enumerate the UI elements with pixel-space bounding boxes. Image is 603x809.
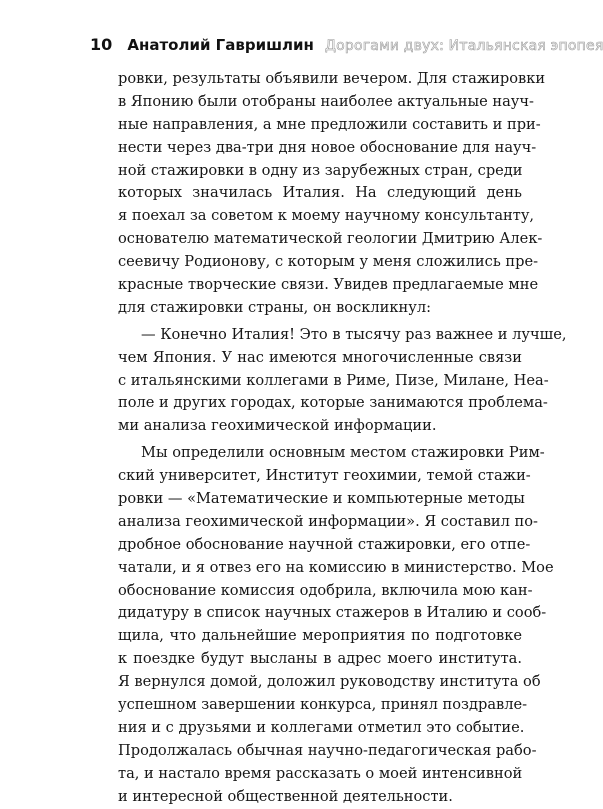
text-line: ные направления, а мне предложили составить и при- bbox=[118, 115, 541, 133]
author-name: Анатолий Гавришлин bbox=[127, 36, 314, 54]
text-line: Мы определили основным местом стажировки Рим- bbox=[141, 444, 545, 462]
text-line: — Конечно Италия! Это в тысячу раз важнее и лучше, bbox=[141, 325, 567, 343]
text-line: успешном завершении конкурса, принял поздравле- bbox=[118, 696, 528, 714]
text-line: ми анализа геохимической информации. bbox=[118, 417, 437, 435]
text-line: та, и настало время рассказать о моей интенсивной bbox=[118, 764, 523, 782]
text-line: ровки — «Математические и компьютерные методы bbox=[118, 490, 525, 508]
text-line: Продолжалась обычная научно-педагогическая рабо- bbox=[118, 741, 537, 759]
text-line: поле и других городах, которые занимаются проблема- bbox=[118, 394, 548, 412]
text-line: красные творческие связи. Увидев предлагаемые мне bbox=[118, 276, 539, 294]
text-line: в Японию были отобраны наиболее актуальные науч- bbox=[118, 92, 534, 110]
text-line: Я вернулся домой, доложил руководству института об bbox=[118, 673, 541, 691]
text-line: чатали, и я отвез его на комиссию в министерство. Мое bbox=[118, 558, 554, 576]
text-line: щила, что дальнейшие мероприятия по подготовке bbox=[118, 627, 522, 645]
text-line: ский университет, Институт геохимии, темой стажи- bbox=[118, 467, 531, 485]
page-number: 10 bbox=[90, 35, 113, 54]
body-text bbox=[118, 68, 567, 809]
running-title: Дорогами двух: Итальянская эпопея bbox=[325, 38, 603, 54]
text-line: чем Япония. У нас имеются многочисленные связи bbox=[118, 348, 522, 366]
text-line: к поездке будут высланы в адрес моего института. bbox=[118, 650, 522, 668]
text-line: дробное обоснование научной стажировки, его отпе- bbox=[118, 535, 531, 553]
text-line: обоснование комиссия одобрила, включила мою кан- bbox=[118, 581, 533, 599]
text-line: я поехал за советом к моему научному консультанту, bbox=[118, 207, 535, 225]
text-line: ровки, результаты объявили вечером. Для стажировки bbox=[118, 70, 546, 87]
text-line: дидатуру в список научных стажеров в Италию и сооб- bbox=[118, 604, 547, 622]
text-line: сеевичу Родионову, с которым у меня сложились пре- bbox=[118, 253, 539, 271]
paragraph bbox=[118, 324, 567, 438]
text-line: анализа геохимической информации». Я составил по- bbox=[118, 512, 538, 530]
text-line: которых значилась Италия. На следующий день bbox=[118, 184, 522, 202]
text-line: ной стажировки в одну из зарубежных стран, среди bbox=[118, 161, 523, 179]
text-line: с итальянскими коллегами в Риме, Пизе, Милане, Неа- bbox=[118, 371, 549, 389]
paragraph bbox=[118, 442, 554, 808]
text-line: для стажировки страны, он воскликнул: bbox=[118, 298, 432, 316]
text-line: основателю математической геологии Дмитрию Алек- bbox=[118, 230, 543, 248]
text-line: ния и с друзьями и коллегами отметил это событие. bbox=[118, 718, 525, 736]
text-line: нести через два-три дня новое обоснование для науч- bbox=[118, 138, 537, 156]
text-line: и интересной общественной деятельности. bbox=[118, 787, 453, 805]
paragraph bbox=[118, 68, 546, 320]
running-header bbox=[90, 35, 603, 57]
